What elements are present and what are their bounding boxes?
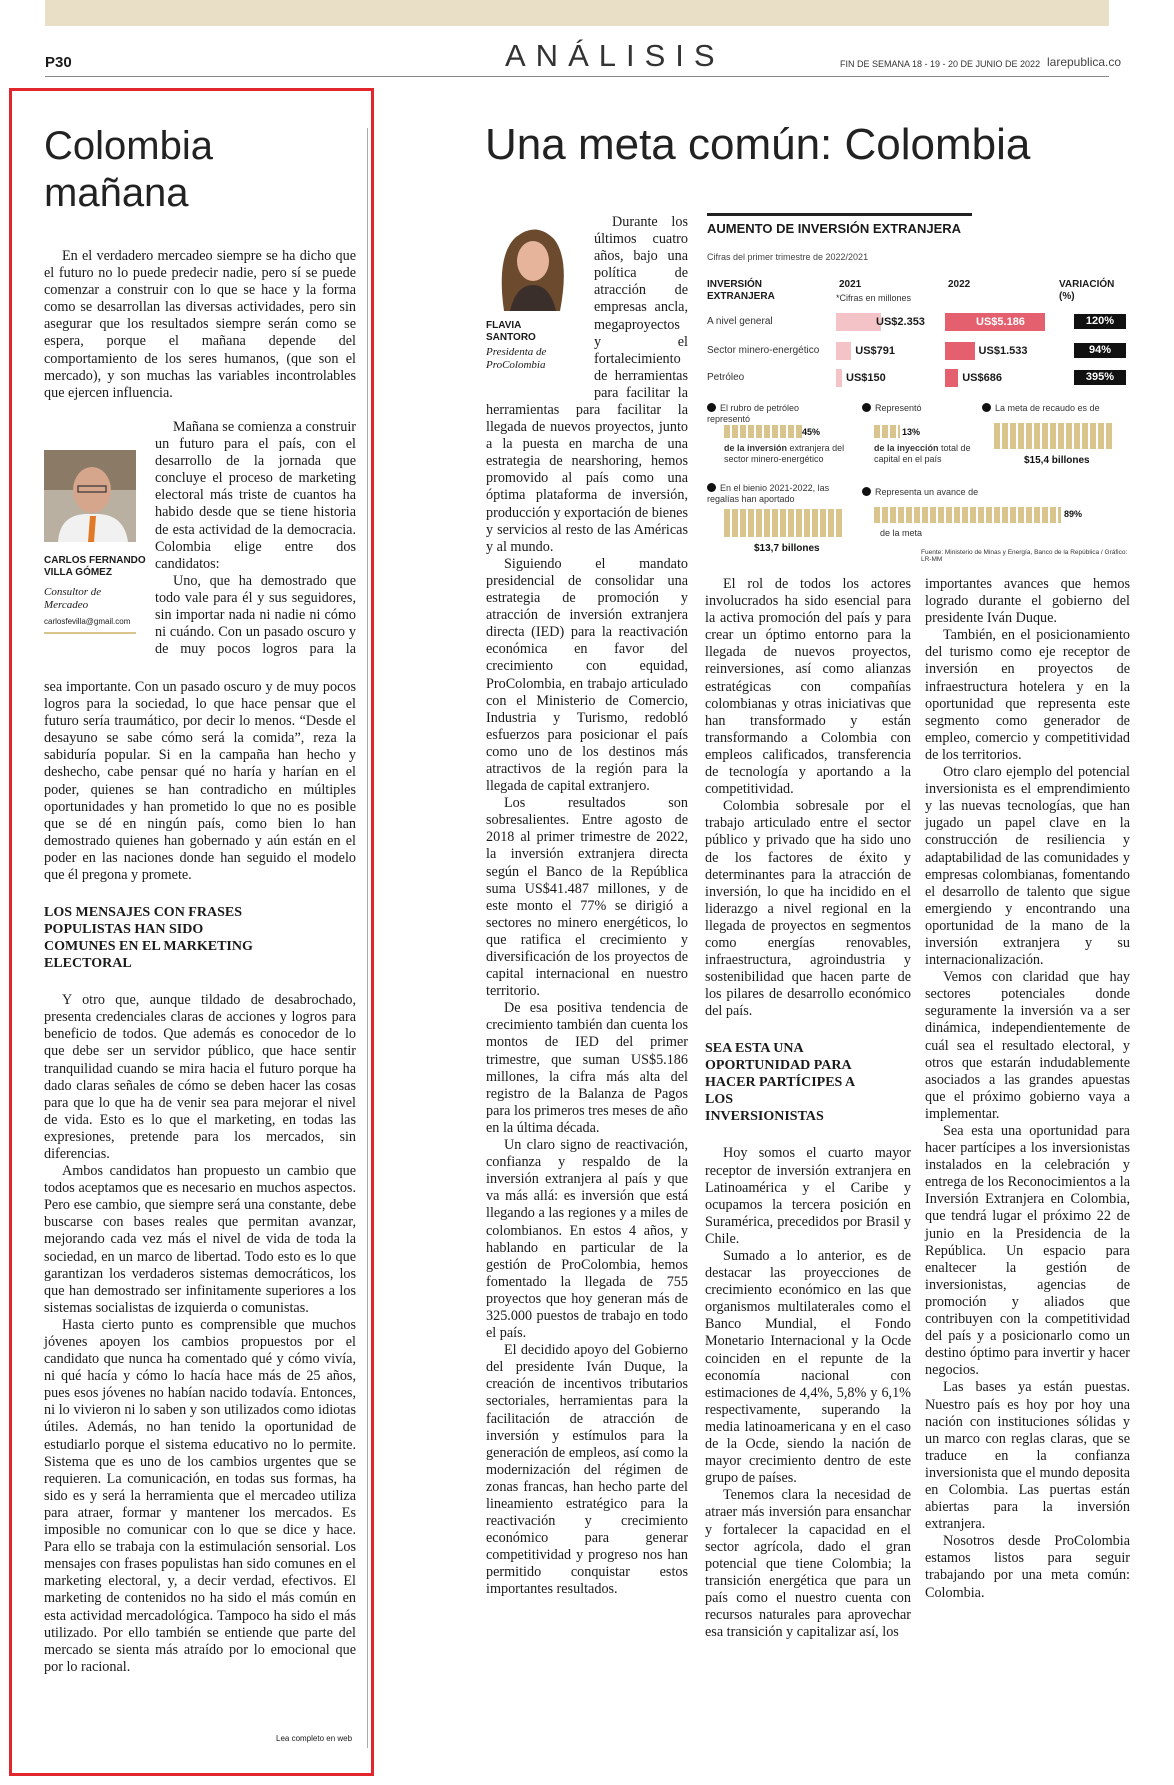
chart-note: El rubro de petróleo representó — [707, 403, 800, 424]
variation-badge: 120% — [1074, 314, 1126, 329]
bar-2021 — [836, 369, 842, 387]
bullet-icon — [862, 403, 871, 412]
note-bar — [724, 509, 844, 537]
bar-value-2022: US$1.533 — [978, 345, 1028, 357]
author-photo — [44, 450, 136, 542]
left-article-body — [44, 679, 356, 1676]
change-header: VARIACIÓN (%) — [1059, 279, 1115, 302]
right-column-1-top — [594, 214, 688, 402]
top-band — [45, 0, 1109, 26]
category-label: Petróleo — [707, 372, 745, 383]
bar-value-2021: US$150 — [846, 372, 886, 384]
note-progress-bar — [724, 425, 803, 438]
read-more-link[interactable]: Lea completo en web — [276, 1734, 353, 1743]
left-article-top — [44, 248, 356, 402]
variation-badge: 395% — [1074, 370, 1126, 385]
page-header — [45, 38, 1122, 77]
note-caption: de la inversión extranjera del sector minero-energético — [724, 443, 845, 464]
right-paragraph: Hoy somos el cuarto mayor receptor de inversión extranjera en Latinoamérica y el Caribe y ocupamos la tercera posición en Suramérica, precedidos por Brasil y Chile. — [705, 1145, 911, 1247]
page-number: P30 — [45, 54, 72, 71]
section-title: ANÁLISIS — [505, 38, 725, 73]
bar-2021 — [836, 342, 851, 360]
right-paragraph: El decidido apoyo del Gobierno del presidente Iván Duque, la creación de incentivos tributarios sectoriales, herramientas para la facilitación de atracción de inversión y estímulos para la generación de empleos, así como la modernización del régimen de zonas francas, han hecho parte del lineamiento estratégico para la reactivación y crecimiento económico para generar competitividad y progreso nos han permitido conquistar estos importantes resultados. — [486, 1342, 688, 1598]
left-paragraph: Hasta cierto punto es comprensible que muchos jóvenes apoyen los cambios propuestos por el candidato que nunca ha comentado qué y cómo vivía, ni qué hacía y cómo lo hacía hace más de 25 años, pues esos jóvenes no habían nacido todavía. Entonces, ni lo vivieron ni lo saben y son utilizados como idiotas útiles. Además, no han tenido la oportunidad de estudiarlo porque el sistema educativo no lo permite. Sistema que es uno de los cambios urgentes que se requieren. La comunicación, en todas sus formas, ha sido es y será la herramienta que el mercadeo utiliza para atraer, formar y mantener los mercados. Es imposible no comunicar con lo que se dice y hace. Para ello se trabaja con la estimulación sensorial. Los mensajes con frases populistas han sido comunes en el marketing electoral, y, a decir verdad, efectivos. El marketing de contenidos no ha sido el más común en esta actividad mercadológica. Tampoco ha sido el más utilizado. Por ello también se entiende que parte del mercado se sienta más atraído por lo emocional que por lo racional. — [44, 1316, 356, 1675]
bullet-icon — [982, 403, 991, 412]
bullet-icon — [707, 403, 716, 412]
chart-source: Fuente: Ministerio de Minas y Energía, Banco de la República / Gráfico: LR-MM — [921, 549, 1128, 563]
note-value: 13% — [902, 427, 921, 437]
right-column-3 — [925, 576, 1130, 1602]
right-paragraph: También, en el posicionamiento del turismo como eje receptor de inversión en proyectos de infraestructura hotelera y en la oportunidad que representa este segmento como generador de empleo, comercio y competitividad de los territorios. — [925, 627, 1130, 763]
chart-title: AUMENTO DE INVERSIÓN EXTRANJERA — [707, 221, 962, 236]
legend-2022: 2022 — [948, 279, 971, 290]
note-value: $15,4 billones — [1024, 455, 1090, 466]
right-byline: FLAVIA SANTORO Presidenta de ProColombia — [486, 320, 547, 371]
left-headline: Colombia mañana — [44, 124, 213, 215]
legend-2021: 2021 — [839, 279, 862, 290]
category-label: Sector minero-energético — [707, 345, 820, 356]
right-paragraph: El rol de todos los actores involucrados ha sido esencial para la activa promoción del país y para crear un óptimo entorno para la llegada de nuevos proyectos, reinversiones, así como alianzas estratégicas con compañías colombianas y otras iniciativas que han transformado y están transformando a Colombia con empleos calificados, transferencia de tecnología y aportando a la competitividad. — [705, 576, 911, 798]
byline-rule — [44, 632, 136, 634]
note-value: $13,7 billones — [754, 543, 820, 554]
note-caption: de la meta — [880, 528, 923, 538]
note-caption: de la inyección total de capital en el país — [874, 443, 971, 464]
bar-value-2021: US$2.353 — [876, 316, 925, 328]
variation-badge: 94% — [1074, 343, 1126, 358]
category-label: A nivel general — [707, 316, 773, 327]
bullet-icon — [862, 487, 871, 496]
left-article-side — [155, 419, 356, 658]
right-paragraph: importantes avances que hemos logrado durante el gobierno del presidente Iván Duque. — [925, 576, 1130, 627]
left-paragraph: En el verdadero mercadeo siempre se ha dicho que el futuro no lo puede predecir nadie, pero sí se puede comenzar a construir con lo que se hace y la forma como se desarrollan las diversas actividades, pero sin asegurar que los resultados siempre serán como se espera, porque el mañana depende del comportamiento de los seres humanos, (que son el mercado), y son muchas las variables incontrolables que ejercen influencia. — [44, 248, 356, 401]
note-bar — [994, 423, 1112, 449]
note-value: 89% — [1064, 509, 1083, 519]
right-paragraph: Tenemos clara la necesidad de atraer más inversión para ensanchar y fortalecer la capacidad en el sector agrícola, dado el gran potencial que tiene Colombia; la transición energética que para un país como el nuestro cuenta con recursos naturales para aprovechar esa transición y capitalizar así, los — [705, 1487, 911, 1641]
bar-value-2022: US$5.186 — [976, 316, 1025, 328]
row-header: INVERSIÓN EXTRANJERA — [707, 279, 775, 302]
bar-2022 — [945, 342, 975, 360]
investment-chart — [704, 213, 1132, 565]
site-link[interactable]: larepublica.co — [1047, 55, 1122, 69]
note-value: 45% — [802, 427, 821, 437]
author-photo — [486, 215, 578, 311]
bar-value-2022: US$686 — [962, 372, 1002, 384]
right-paragraph: Sea esta una oportunidad para hacer partícipes a los inversionistas instalados en la celebración y entrega de los Reconocimientos a la Inversión Extranjera en Colombia, que tendrá lugar el próximo 22 de junio en la Presidencia de la República. Un espacio para enaltecer la gestión de inversionistas, agencias de promoción y aliados que contribuyen con la competitividad del país y a posicionarlo como un destino óptimo para invertir y hacer negocios. — [925, 1123, 1130, 1379]
issue-date: FIN DE SEMANA 18 - 19 - 20 DE JUNIO DE 2022 — [840, 59, 1041, 69]
chart-note: En el bienio 2021-2022, las regalías han aportado — [707, 483, 830, 504]
bar-2021 — [836, 313, 881, 331]
right-paragraph: Durante los últimos cuatro años, bajo una política de atracción de empresas ancla, megaproyectos y el fortalecimiento de herramientas para facilitar la — [594, 214, 688, 401]
unit-note: *Cifras en millones — [836, 293, 912, 303]
chart-note: La meta de recaudo es de — [982, 403, 1132, 414]
left-subhead: LOS MENSAJES CON FRASES POPULISTAS HAN SIDO COMUNES EN EL MARKETING ELECTORAL — [44, 905, 253, 972]
left-byline: CARLOS FERNANDO VILLA GÓMEZ Consultor de Mercadeo carlosfevilla@gmail.com — [44, 555, 154, 634]
right-column-2 — [705, 576, 911, 1641]
right-paragraph: Un claro signo de reactivación, confianza y respaldo de la inversión extranjera al país y que va más allá: es inversión que está llegando a las regiones y a miles de colombianos. En estos 4 años, y hablando en particular de la gestión de ProColombia, hemos fomentado la llegada de 755 proyectos que hoy generan más de 325.000 puestos de trabajo en todo el país. — [486, 1137, 688, 1342]
left-paragraph: Mañana se comienza a construir un futuro para el país, con el desarrollo de la jornada que concluye el proceso de marketing electoral más triste de cuantos ha habido desde que se tiene historia de esta actividad de la democracia. Colombia elige entre dos candidatos: — [155, 419, 356, 572]
bar-value-2021: US$791 — [855, 345, 896, 357]
right-paragraph: Otro claro ejemplo del potencial inversionista es el emprendimiento y las nuevas tecnologías, que han jugado un papel clave en la construcción de resiliencia y adaptabilidad de las comunidades y empresas colombianas, fomentando el desarrollo de talento que sigue emergiendo y encontrando una oportunidad de la mano de la inversión extranjera y su internacionalización. — [925, 764, 1130, 969]
chart-note: Representó — [862, 403, 972, 414]
right-subhead: SEA ESTA UNA OPORTUNIDAD PARA HACER PARTÍCIPES A LOS INVERSIONISTAS — [705, 1041, 855, 1125]
left-paragraph: Uno, que ha demostrado que todo vale para él y sus seguidores, sin importar nada ni nadie ni cómo ni cuándo. Con un pasado oscuro y de muy pocos logros para la — [155, 572, 356, 658]
chart-top-rule — [707, 213, 972, 216]
left-paragraph: sea importante. Con un pasado oscuro y de muy pocos logros para la sociedad, lo que hace pensar que el futuro sería traumático, por decir lo menos. “Desde el desayuno se sabe cómo será la comida”, reza la sabiduría popular. Si en la campaña han hecho y deshecho, cabe pensar qué no haría y harían en el poder, quienes se han contradicho en múltiples oportunidades y han prometido lo que no es posible que se dé en ningún país, como bien lo han demostrado quienes han gobernado y aún están en el poder en las naciones donde han seguido el modelo que él pregona y promete. — [44, 679, 356, 884]
bar-2022 — [945, 369, 958, 387]
right-paragraph: De esa positiva tendencia de crecimiento también dan cuenta los montos de IED del primer trimestre, que suman US$5.186 millones, la cifra más alta del registro de la Balanza de Pagos para los primeros tres meses de año en la última década. — [486, 1000, 688, 1136]
right-paragraph: herramientas para facilitar la llegada de nuevos proyectos, junto a la puesta en marcha de una estrategia de nearshoring, hemos promovido al país como una óptima plataforma de inversión, producción y exportación de bienes y servicios al resto de las Américas y al mundo. — [486, 402, 688, 555]
note-progress-bar — [874, 507, 1061, 523]
right-paragraph: Vemos con claridad que hay sectores potenciales donde seguramente la inversión va a ser dinámica, independientemente de cuál sea el resultado electoral, y otros que estarán indudablemente asociados a las grandes apuestas que el próximo gobierno vaya a implementar. — [925, 969, 1130, 1122]
right-paragraph: Colombia sobresale por el trabajo articulado entre el sector público y privado que ha sido uno de los factores de éxito y determinantes para la atracción de inversión, lo que ha incidido en el liderazgo a nivel regional en la llegada de proyectos en segmentos como energías renovables, infraestructura, agroindustria y sostenibilidad que hacen parte de los pilares de desarrollo económico del país. — [705, 798, 911, 1020]
chart-note: Representa un avance de — [862, 487, 1062, 498]
left-paragraph: Y otro que, aunque tildado de desabrochado, presenta credenciales claras de acciones y logros para beneficio de todos. Que además es conocedor de lo que debe ser un servidor público, que hace sentir tranquilidad cuando se mira hacia el futuro porque ha dado claras señales de cómo se deben hacer las cosas para que lo que ha de venir sea para mejorar el nivel de vida. Esto es lo que el marketing, en todas las expresiones, pretende para los mercados, sin diferencias. — [44, 992, 356, 1162]
right-column-1 — [486, 402, 688, 1599]
right-paragraph: Sumado a lo anterior, es de destacar las proyecciones de crecimiento económico en las que organismos multilaterales como el Banco Mundial, el Fondo Monetario Internacional y la Ocde coinciden en el repunte de la economía nacional con estimaciones de 4,4%, 5,8% y 6,1% respectivamente, superando la media latinoamericana y en el caso de la Ocde, siendo la nación de mayor crecimiento dentro de este grupo de países. — [705, 1248, 911, 1487]
right-paragraph: Nosotros desde ProColombia estamos listos para seguir trabajando por una meta común: Colombia. — [925, 1533, 1130, 1601]
right-paragraph: Los resultados son sobresalientes. Entre agosto de 2018 al primer trimestre de 2022, la inversión extranjera directa según el Banco de la República suma US$41.487 millones, y de este monto el 77% se dirigió a sectores no minero energéticos, lo que ratifica el crecimiento y diversificación de los proyectos de capital internacional en nuestro territorio. — [486, 795, 688, 1000]
column-divider — [367, 128, 368, 1748]
right-paragraph: Las bases ya están puestas. Nuestro país es hoy por hoy una nación con instituciones sólidas y un marco con reglas claras, que se traduce en la confianza inversionista que el mundo deposita en Colombia. Las puertas están abiertas para la inversión extranjera. — [925, 1379, 1130, 1533]
right-headline: Una meta común: Colombia — [485, 120, 1031, 169]
left-paragraph: Ambos candidatos han propuesto un cambio que todos aceptamos que es necesario en muchos aspectos. Pero ese cambio, que siempre será una constante, debe buscarse con bases reales que permitan avanzar, mejorando cada vez más el nivel de vida de toda la sociedad, en un marco de libertad. Todo esto es lo que garantizan los verdaderos sistemas democráticos, los que han demostrado ser infinitamente superiores a los sistemas socialistas de izquierda o comunistas. — [44, 1163, 356, 1316]
right-paragraph: Siguiendo el mandato presidencial de consolidar una estrategia de promoción y atracción de inversión extranjera directa (IED) para la reactivación económica en favor del crecimiento con equidad, ProColombia, en trabajo articulado con el Ministerio de Comercio, Industria y Turismo, redobló esfuerzos para posicionar el país como uno de los destinos más atractivos de la región para la llegada de capital extranjero. — [486, 555, 688, 795]
chart-subtitle: Cifras del primer trimestre de 2022/2021 — [707, 252, 869, 262]
bullet-icon — [707, 483, 716, 492]
note-progress-bar — [874, 425, 900, 438]
